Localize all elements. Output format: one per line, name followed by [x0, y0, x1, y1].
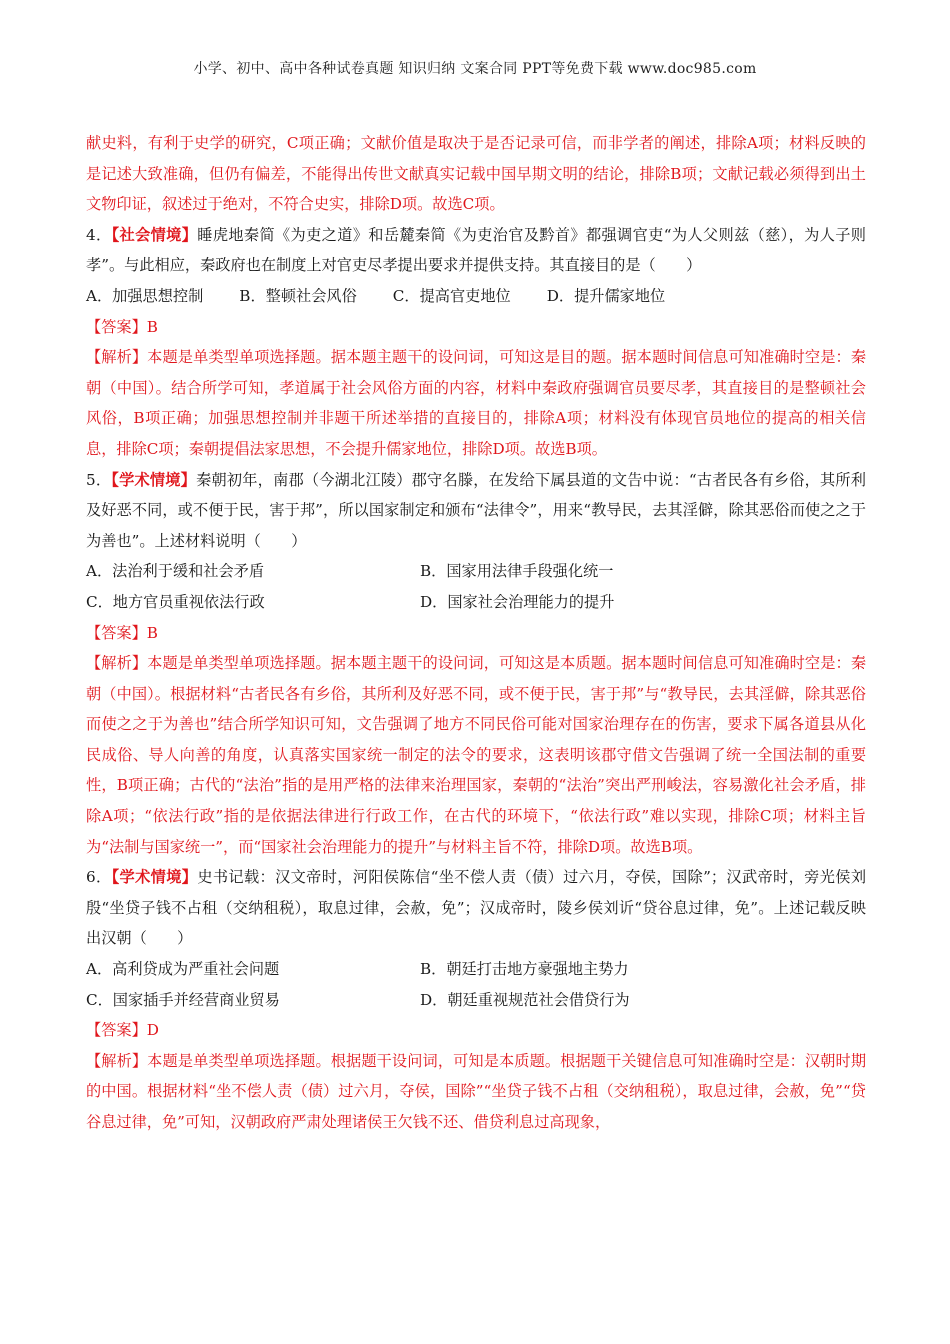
- option-c: C．提高官吏地位: [392, 286, 511, 305]
- question-6-analysis: 【解析】本题是单类型单项选择题。根据题干设问词，可知是本质题。根据题干关键信息可知准确时空是：汉朝时期的中国。根据材料“坐不偿人责（债）过六月，夺侯，国除”“坐贷子钱不占租（交纳租税），取息过律，会赦，免”“贷谷息过律，免”可知，汉朝政府严肃处理诸侯王欠钱不还、借贷利息过高现象，: [86, 1051, 866, 1131]
- option-a: A．法治利于缓和社会矛盾: [86, 562, 265, 581]
- question-6-options-row-1: [86, 954, 866, 985]
- option-c: C．地方官员重视依法行政: [86, 592, 265, 611]
- question-number: 6．: [86, 868, 112, 887]
- previous-analysis-tail: 献史料，有利于史学的研究，C项正确；文献价值是取决于是否记录可信，而非学者的阐述，排除A项；材料反映的是记述大致准确，但仍有偏差，不能得出传世文献真实记载中国早期文明的结论，排除B项；文献记载必须得到出土文物印证，叙述过于绝对，不符合史实，排除D项。故选C项。: [86, 134, 866, 214]
- context-tag: 【学术情境】: [111, 868, 198, 887]
- option-a: A．高利贷成为严重社会问题: [86, 960, 280, 979]
- option-a: A．加强思想控制: [86, 286, 204, 305]
- stem-text: 史书记载：汉文帝时，河阳侯陈信“坐不偿人责（债）过六月，夺侯，国除”；汉武帝时，旁光侯刘殷“坐贷子钱不占租（交纳租税），取息过律，会赦，免”；汉成帝时，陵乡侯刘䜣“贷谷息过律，免”。上述记载反映出汉朝（ ）: [86, 868, 867, 948]
- question-number: 5．: [86, 470, 112, 489]
- context-tag: 【社会情境】: [111, 225, 198, 244]
- page-header: 小学、初中、高中各种试卷真题 知识归纳 文案合同 PPT等免费下载 www.doc985.com: [193, 61, 757, 77]
- option-d: D．国家社会治理能力的提升: [420, 592, 615, 611]
- question-4-answer: 【答案】B: [86, 317, 158, 336]
- question-number: 4．: [86, 225, 112, 244]
- question-5-analysis: 【解析】本题是单类型单项选择题。据本题主题干的设问词，可知这是本质题。据本题时间信息可知准确时空是：秦朝（中国）。根据材料“古者民各有乡俗，其所利及好恶不同，或不便于民，害于邦”与“教导民，去其淫僻，除其恶俗而使之之于为善也”结合所学知识可知，文告强调了地方不同民俗可能对国家治理存在的伤害，要求下属各道县从化民成俗、导人向善的角度，认真落实国家统一制定的法令的要求，这表明该郡守借文告强调了统一全国法制的重要性，B项正确；古代的“法治”指的是用严格的法律来治理国家，秦朝的“法治”突出严刑峻法，容易激化社会矛盾，排除A项；“依法行政”指的是依据法律进行行政工作，在古代的环境下，“依法行政”难以实现，排除C项；材料主旨为“法制与国家统一”，而“国家社会治理能力的提升”与材料主旨不符，排除D项。故选B项。: [86, 654, 866, 856]
- context-tag: 【学术情境】: [111, 470, 197, 489]
- option-b: B．国家用法律手段强化统一: [420, 562, 614, 581]
- question-5-options-row-2: [86, 587, 866, 618]
- option-d: D．提升儒家地位: [546, 286, 666, 305]
- question-4-stem: [86, 220, 866, 281]
- question-5-stem: [86, 465, 866, 557]
- option-b: B．整顿社会风俗: [239, 286, 357, 305]
- question-5-answer: 【答案】B: [86, 623, 158, 642]
- question-4-analysis: 【解析】本题是单类型单项选择题。据本题主题干的设问词，可知这是目的题。据本题时间信息可知准确时空是：秦朝（中国）。结合所学可知，孝道属于社会风俗方面的内容，材料中秦政府强调官员要尽孝，其直接目的是整顿社会风俗，B项正确；加强思想控制并非题干所述举措的直接目的，排除A项；材料没有体现官员地位的提高的相关信息，排除C项；秦朝提倡法家思想，不会提升儒家地位，排除D项。故选B项。: [86, 348, 866, 458]
- question-4-options: [86, 281, 866, 312]
- stem-text: 秦朝初年，南郡（今湖北江陵）郡守名滕，在发给下属县道的文告中说：“古者民各有乡俗，其所利及好恶不同，或不便于民，害于邦”，所以国家制定和颁布“法律令”，用来“教导民，去其淫僻，除其恶俗而使之之于为善也”。上述材料说明（ ）: [86, 470, 866, 550]
- option-c: C．国家插手并经营商业贸易: [86, 990, 280, 1009]
- question-6-options-row-2: [86, 985, 866, 1016]
- option-b: B．朝廷打击地方豪强地主势力: [420, 960, 629, 979]
- question-5-options-row-1: [86, 556, 866, 587]
- question-6-stem: [86, 862, 866, 954]
- stem-text: 睡虎地秦简《为吏之道》和岳麓秦简《为吏治官及黔首》都强调官吏“为人父则兹（慈），为人子则孝”。与此相应，秦政府也在制度上对官吏尽孝提出要求并提供支持。其直接目的是（ ）: [86, 225, 866, 275]
- question-6-answer: 【答案】D: [86, 1021, 159, 1040]
- document-body: [86, 128, 866, 1138]
- option-d: D．朝廷重视规范社会借贷行为: [420, 990, 630, 1009]
